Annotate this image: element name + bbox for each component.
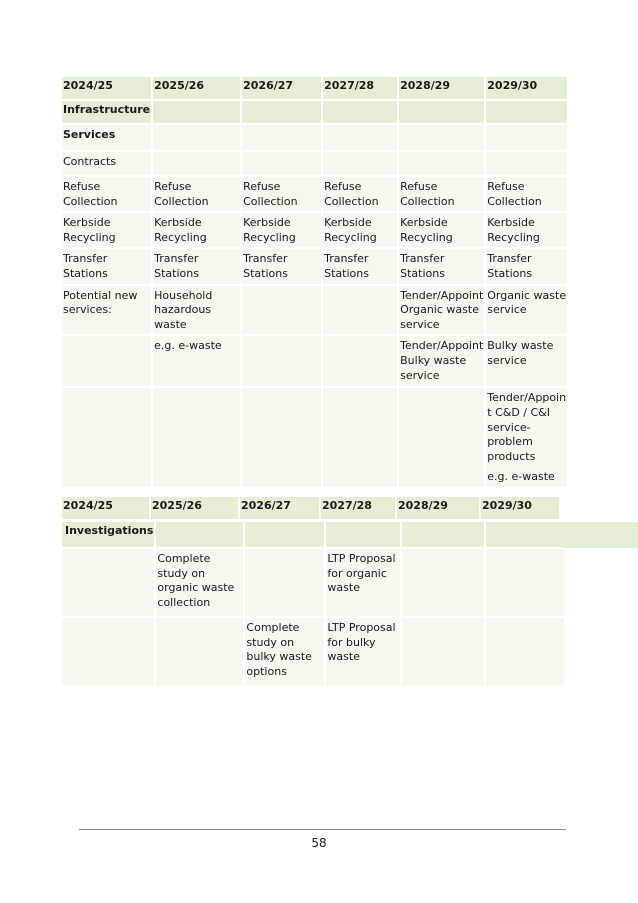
table-cell (399, 388, 484, 487)
table-cell: Tender/Appoint Organic waste service (399, 286, 484, 335)
table-cell: Transfer Stations (62, 249, 151, 283)
year-header-cell: 2029/30 (486, 77, 567, 99)
section-label-infrastructure: Infrastructure (62, 101, 151, 123)
year-header-cell: 2027/28 (323, 77, 397, 99)
table-cell (486, 618, 564, 685)
year-header-cell: 2027/28 (321, 497, 395, 519)
table-cell (62, 549, 154, 616)
table-cell: LTP Proposal for organic waste (326, 549, 400, 616)
table-row (62, 286, 567, 335)
table-edge-cell (562, 522, 638, 548)
table-cell: Refuse Collection (62, 177, 151, 211)
table-cell: Kerbside Recycling (486, 213, 567, 247)
year-header-row (62, 497, 559, 519)
table-cell: Refuse Collection (323, 177, 397, 211)
year-header-row (62, 77, 567, 99)
table-row (62, 549, 564, 616)
table-row (62, 249, 567, 283)
services-plan-table (60, 75, 569, 489)
cell-note: e.g. e-waste (487, 470, 555, 484)
table-row (62, 388, 567, 487)
table-cell (242, 286, 321, 335)
cell-text: Tender/Appoin t C&D / C&I service- problem products (487, 391, 567, 463)
table-cell (323, 336, 397, 386)
table-cell: Refuse Collection (486, 177, 567, 211)
table-cell (402, 549, 484, 616)
table-cell: Refuse Collection (153, 177, 240, 211)
table-row (62, 618, 564, 685)
table-cell (323, 388, 397, 487)
year-header-cell: 2024/25 (62, 497, 149, 519)
table-cell: e.g. e-waste (153, 336, 240, 386)
table-row (62, 213, 567, 247)
year-header-cell: 2028/29 (397, 497, 479, 519)
table-cell: LTP Proposal for bulky waste (326, 618, 400, 685)
table-cell (62, 618, 154, 685)
table-cell (242, 336, 321, 386)
table-cell: Complete study on organic waste collection (156, 549, 243, 616)
year-header-table (60, 495, 561, 521)
table-cell (153, 388, 240, 487)
table-cell (156, 618, 243, 685)
year-header-cell: 2026/27 (240, 497, 319, 519)
table-row (62, 336, 567, 386)
year-header-cell: 2024/25 (62, 77, 151, 99)
table-cell: Transfer Stations (242, 249, 321, 283)
contracts-label: Contracts (62, 152, 151, 175)
table-cell: Kerbside Recycling (399, 213, 484, 247)
year-header-cell: 2029/30 (481, 497, 559, 519)
table-cell: Transfer Stations (323, 249, 397, 283)
contracts-row (62, 152, 567, 175)
table-cell (62, 388, 151, 487)
page-number: 58 (311, 836, 327, 850)
table-cell (62, 336, 151, 386)
services-row (62, 125, 567, 150)
table-cell (402, 618, 484, 685)
year-header-cell: 2025/26 (153, 77, 240, 99)
table-cell (245, 549, 324, 616)
table-cell (242, 388, 321, 487)
table-cell: Refuse Collection (242, 177, 321, 211)
year-header-cell: 2026/27 (242, 77, 321, 99)
table-cell: Transfer Stations (486, 249, 567, 283)
table-cell: Complete study on bulky waste options (245, 618, 324, 685)
year-header-cell: 2028/29 (399, 77, 484, 99)
table-cell: Kerbside Recycling (242, 213, 321, 247)
infrastructure-row (62, 101, 567, 123)
table-cell: Kerbside Recycling (153, 213, 240, 247)
investigations-table (60, 520, 566, 687)
table-cell (486, 388, 567, 487)
section-label-investigations: Investigations (62, 522, 154, 547)
table-cell (486, 549, 564, 616)
table-cell: Tender/Appoint Bulky waste service (399, 336, 484, 386)
table-cell: Kerbside Recycling (323, 213, 397, 247)
table-cell: Transfer Stations (399, 249, 484, 283)
table-cell: Potential new services: (62, 286, 151, 335)
section-label-services: Services (62, 125, 151, 150)
table-cell: Refuse Collection (399, 177, 484, 211)
year-header-cell: 2025/26 (151, 497, 238, 519)
table-cell: Household hazardous waste (153, 286, 240, 335)
table-cell (323, 286, 397, 335)
table-cell: Transfer Stations (153, 249, 240, 283)
table-cell: Bulky waste service (486, 336, 567, 386)
table-cell: Organic waste service (486, 286, 567, 335)
table-cell: Kerbside Recycling (62, 213, 151, 247)
footer-divider (79, 829, 566, 830)
table-row (62, 177, 567, 211)
investigations-row (62, 522, 564, 547)
